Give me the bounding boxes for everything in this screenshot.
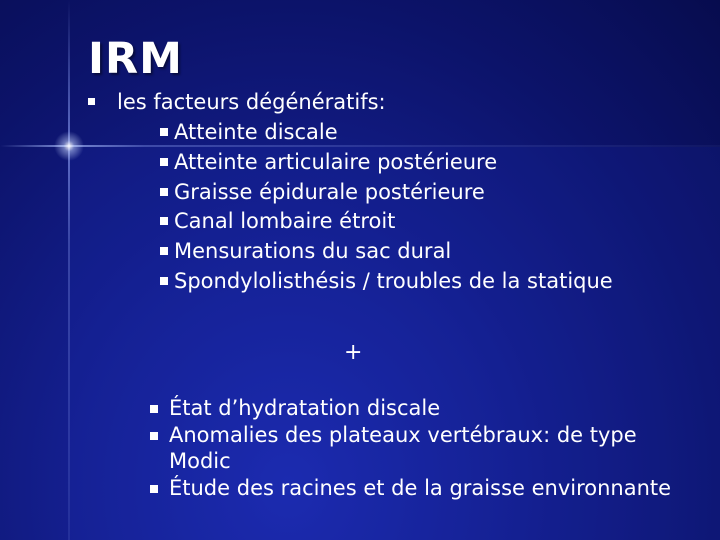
main-bullet-text: les facteurs dégénératifs: — [117, 90, 386, 114]
list-item: Atteinte discale — [160, 118, 613, 148]
list-item: Étude des racines et de la graisse environnante — [150, 475, 690, 502]
slide-title: IRM — [88, 34, 183, 84]
decorative-glow — [54, 131, 84, 161]
list-item: Anomalies des plateaux vertébraux: de type Modic — [150, 422, 690, 475]
list-item: Atteinte articulaire postérieure — [160, 148, 613, 178]
decorative-vertical-line — [68, 0, 70, 540]
square-bullet-icon — [160, 277, 168, 285]
plus-separator: + — [344, 340, 363, 365]
factors-list — [160, 118, 613, 297]
square-bullet-icon — [160, 128, 168, 136]
square-bullet-icon — [150, 405, 158, 413]
list-item: Spondylolisthésis / troubles de la statique — [160, 267, 613, 297]
square-bullet-icon — [160, 247, 168, 255]
square-bullet-icon — [150, 485, 158, 493]
additional-list — [150, 395, 690, 501]
square-bullet-icon — [160, 158, 168, 166]
square-bullet-icon — [160, 217, 168, 225]
square-bullet-icon — [150, 432, 158, 440]
list-item: Canal lombaire étroit — [160, 207, 613, 237]
square-bullet-icon — [88, 98, 95, 105]
list-item: Mensurations du sac dural — [160, 237, 613, 267]
list-item: Graisse épidurale postérieure — [160, 178, 613, 208]
main-bullet — [88, 88, 386, 116]
square-bullet-icon — [160, 188, 168, 196]
list-item: État d’hydratation discale — [150, 395, 690, 422]
